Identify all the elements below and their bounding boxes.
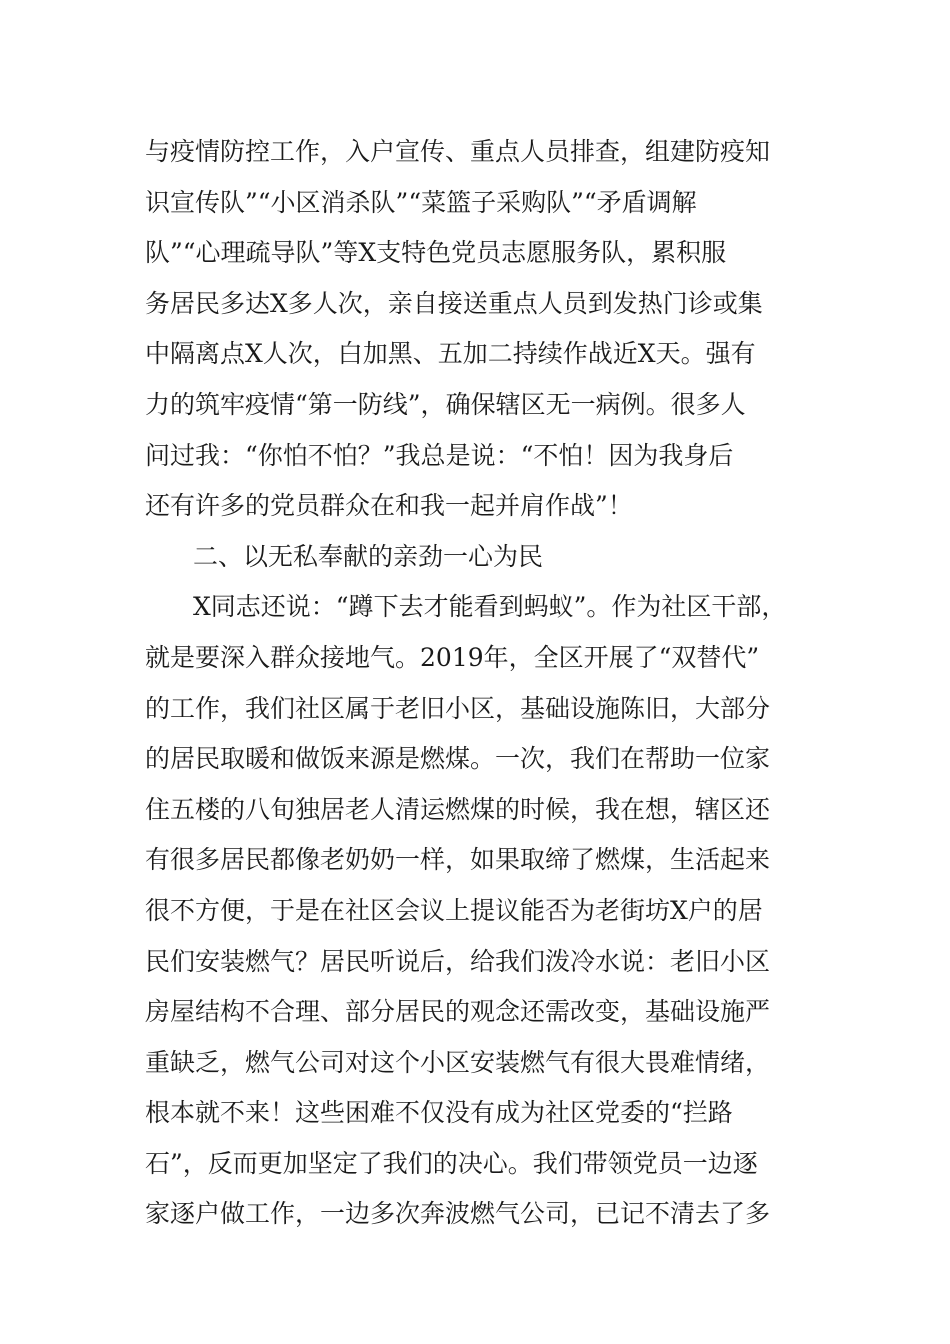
text-line: 石”，反而更加坚定了我们的决心。我们带领党员一边逐 [145, 1148, 758, 1178]
text-line: 根本就不来！这些困难不仅没有成为社区党委的“拦路 [145, 1098, 733, 1128]
text-line: 中隔离点X人次，白加黑、五加二持续作战近X天。强有 [145, 339, 756, 369]
text-line: 的居民取暖和做饭来源是燃煤。一次，我们在帮助一位家 [145, 744, 771, 774]
text-line: 与疫情防控工作，入户宣传、重点人员排查，组建防疫知 [145, 137, 771, 166]
text-line: 务居民多达X多人次，亲自接送重点人员到发热门诊或集 [145, 288, 763, 318]
body-text [145, 127, 825, 1240]
text-line: 力的筑牢疫情“第一防线”，确保辖区无一病例。很多人 [145, 389, 746, 419]
text-line: 队”“心理疏导队”等X支特色党员志愿服务队，累积服 [145, 238, 727, 268]
text-line: 还有许多的党员群众在和我一起并肩作战”！ [145, 491, 633, 521]
text-line: 民们安装燃气？居民听说后，给我们泼冷水说：老旧小区 [145, 946, 771, 976]
section-heading: 二、以无私奉献的亲劲一心为民 [193, 541, 544, 571]
text-line: 的工作，我们社区属于老旧小区，基础设施陈旧，大部分 [145, 693, 771, 723]
text-line: 重缺乏，燃气公司对这个小区安装燃气有很大畏难情绪， [145, 1047, 771, 1077]
text-line: 有很多居民都像老奶奶一样，如果取缔了燃煤，生活起来 [145, 845, 771, 875]
text-line: 家逐户做工作，一边多次奔波燃气公司，已记不清去了多 [145, 1199, 771, 1229]
paragraph-start-line: X同志还说：“蹲下去才能看到蚂蚁”。作为社区干部， [193, 592, 787, 622]
text-line: 很不方便，于是在社区会议上提议能否为老街坊X户的居 [145, 895, 763, 925]
text-line: 就是要深入群众接地气。2019年，全区开展了“双替代” [145, 642, 760, 672]
text-line: 问过我：“你怕不怕？”我总是说：“不怕！因为我身后 [145, 440, 734, 470]
text-line: 房屋结构不合理、部分居民的观念还需改变，基础设施严 [145, 997, 771, 1027]
text-line: 住五楼的八旬独居老人清运燃煤的时候，我在想，辖区还 [145, 794, 771, 824]
text-line: 识宣传队”“小区消杀队”“菜篮子采购队”“矛盾调解 [145, 187, 697, 217]
